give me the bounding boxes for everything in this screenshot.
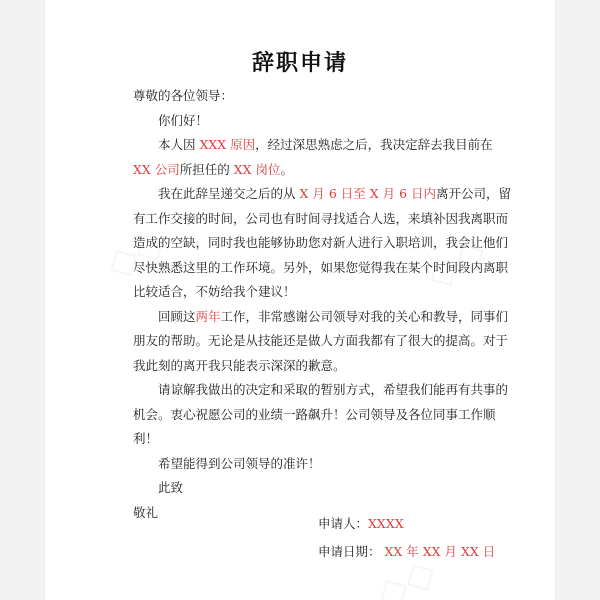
highlight-dates: X 月 6 日至 X 月 6 日内 <box>295 186 437 201</box>
greeting: 你们好！ <box>158 112 209 128</box>
date-value: XX 年 XX 月 XX 日 <box>380 544 496 559</box>
paragraph-handover <box>133 182 513 305</box>
paragraph-reason <box>133 133 513 182</box>
highlight-reason: XXX 原因 <box>195 137 256 152</box>
date-label: 申请日期： <box>318 544 381 559</box>
applicant-value: XXXX <box>368 516 404 531</box>
paragraph-wishes: 请谅解我做出的决定和采取的暂别方式，希望我们能再有共事的机会。衷心祝愿公司的业绩一路飙升！公司领导及各位同事工作顺利！ <box>133 382 509 446</box>
applicant-label: 申请人： <box>318 516 369 531</box>
applicant-line <box>318 510 495 538</box>
text: 离开公司，留有工作交接的时间，公司也有时间寻找适合人选，来填补因我离职而造成的空缺，同时我也能够协助您对新人进行入职培训，我会让他们尽快熟悉这里的工作环境。另外，如果您觉得我在某个时间段内离职比较适合，不妨给我个建议！ <box>133 186 512 299</box>
regards: 敬礼 <box>133 504 159 520</box>
paragraph-gratitude <box>133 305 513 379</box>
highlight-company: XX 公司 <box>133 161 180 177</box>
page-title: 辞职申请 <box>251 51 348 76</box>
closing: 此致 <box>158 480 184 495</box>
text: 所担任的 <box>179 161 230 177</box>
paragraph-request: 希望能得到公司领导的准许！ <box>158 455 321 471</box>
salutation: 尊敬的各位领导： <box>133 88 234 103</box>
text: ，经过深思熟虑之后，我决定辞去我目前在 <box>255 137 493 152</box>
text: 。 <box>280 161 294 177</box>
text: 工作，非常感谢公司领导对我的关心和教导，同事们朋友的帮助。无论是从技能还是做人方面我都有了很大的提高。对于我此刻的离开我只能表示深深的歉意。 <box>133 308 509 373</box>
document-page <box>45 0 555 600</box>
text: 本人因 <box>158 137 196 152</box>
letter-body <box>133 84 513 525</box>
signature-block <box>318 510 495 566</box>
date-line <box>318 538 495 566</box>
text: 回顾这 <box>158 308 196 324</box>
highlight-years: 两年 <box>195 308 221 324</box>
text: 我在此辞呈递交之后的从 <box>158 186 296 201</box>
highlight-position: XX 岗位 <box>229 161 281 177</box>
